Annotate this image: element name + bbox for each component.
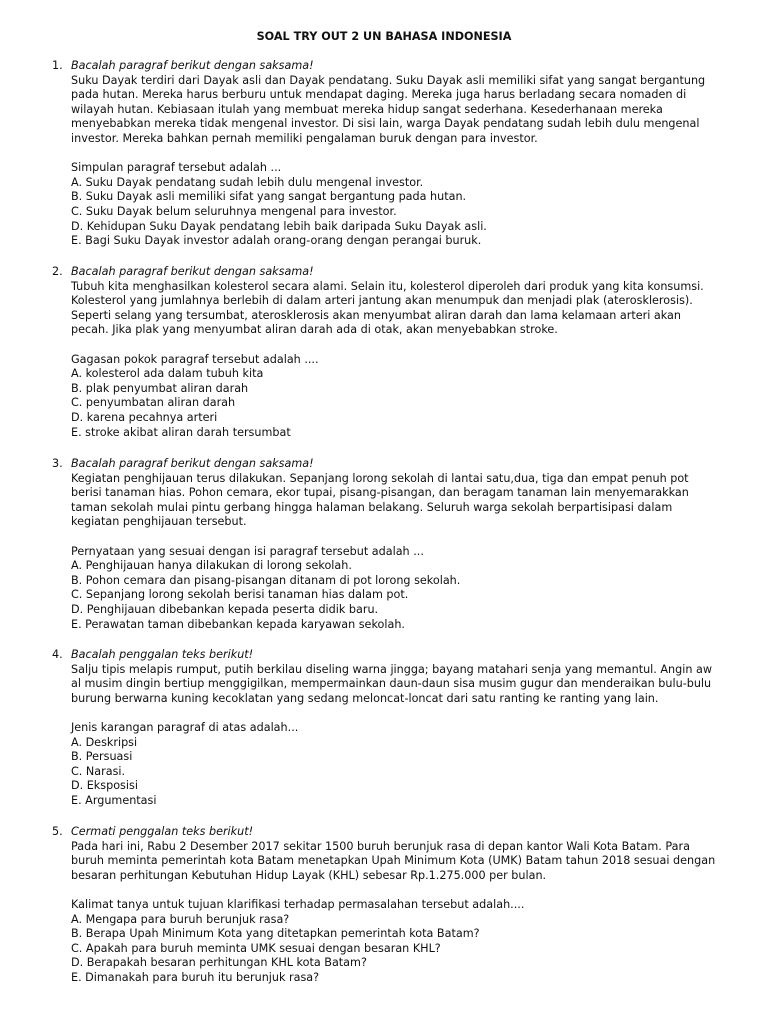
question-instruction: Cermati penggalan teks berikut! [71, 825, 254, 838]
option-c: C. Narasi. [71, 764, 126, 778]
question-body [71, 648, 718, 809]
option-a: A. Deskripsi [71, 735, 138, 749]
question-instruction: Bacalah penggalan teks berikut! [71, 648, 254, 661]
question-number: 1. [52, 59, 63, 72]
question-number: 3. [52, 457, 63, 470]
question-passage: Suku Dayak terdiri dari Dayak asli dan Dayak pendatang. Suku Dayak asli memiliki sifat yang sangat bergantung pada hutan. Mereka harus berburu untuk mendapat daging. Mereka juga harus berladang secara nomaden di wilayah hutan. Kebiasaan itulah yang membuat mereka hidup sangat sederhana. Kesederhanaan mereka menyebabkan mereka tidak mengenal investor. Di sisi lain, warga Dayak pendatang sudah lebih dulu mengenal investor. Mereka bahkan pernah memiliki pengalaman buruk dengan para investor. [71, 73, 706, 145]
question-number: 5. [52, 825, 63, 838]
option-c: C. penyumbatan aliran darah [71, 396, 236, 410]
option-b: B. Suku Dayak asli memiliki sifat yang sangat bergantung pada hutan. [71, 190, 467, 204]
option-d: D. Kehidupan Suku Dayak pendatang lebih baik daripada Suku Dayak asli. [71, 219, 487, 233]
option-d: D. karena pecahnya arteri [71, 410, 218, 424]
page-title: SOAL TRY OUT 2 UN BAHASA INDONESIA [256, 30, 512, 43]
option-d: D. Berapakah besaran perhitungan KHL kota Batam? [71, 956, 367, 970]
option-e: E. Perawatan taman dibebankan kepada karyawan sekolah. [71, 617, 405, 631]
question-number: 2. [52, 265, 63, 278]
question-instruction: Bacalah paragraf berikut dengan saksama! [71, 59, 314, 72]
question-body [71, 825, 718, 986]
option-e: E. Argumentasi [71, 793, 157, 807]
question-prompt: Gagasan pokok paragraf tersebut adalah .... [71, 352, 319, 366]
question-body [71, 265, 718, 440]
option-e: E. Bagi Suku Dayak investor adalah orang-orang dengan perangai buruk. [71, 234, 482, 248]
option-a: A. kolesterol ada dalam tubuh kita [71, 367, 264, 381]
option-c: C. Apakah para buruh meminta UMK sesuai dengan besaran KHL? [71, 941, 441, 955]
option-b: B. plak penyumbat aliran darah [71, 381, 249, 395]
question-passage: Salju tipis melapis rumput, putih berkilau diseling warna jingga; bayang matahari senja yang memantul. Angin aw al musim dingin bertiup menggigilkan, mempermainkan daun-daun sisa musim gugur dan menderaikan bulu-bulu burung berwarna kuning kecoklatan yang sedang meloncat-loncat dari satu ranting ke ranting yang lain. [71, 662, 712, 705]
question-passage: Kegiatan penghijauan terus dilakukan. Sepanjang lorong sekolah di lantai satu,dua, tiga dan empat penuh pot berisi tanaman hias. Pohon cemara, ekor tupai, pisang-pisangan, dan beragam tanaman lain menyemarakkan taman sekolah mulai pintu gerbang hingga halaman belakang. Seluruh warga sekolah berpartisipasi dalam kegiatan penghijauan tersebut. [71, 471, 689, 529]
option-b: B. Persuasi [71, 750, 133, 764]
question-prompt: Simpulan paragraf tersebut adalah ... [71, 161, 282, 175]
option-c: C. Sepanjang lorong sekolah berisi tanaman hias dalam pot. [71, 588, 409, 602]
option-b: B. Pohon cemara dan pisang-pisangan ditanam di pot lorong sekolah. [71, 573, 461, 587]
option-a: A. Penghijauan hanya dilakukan di lorong sekolah. [71, 559, 352, 573]
question-instruction: Bacalah paragraf berikut dengan saksama! [71, 265, 314, 278]
option-a: A. Mengapa para buruh berunjuk rasa? [71, 912, 290, 926]
question-prompt: Jenis karangan paragraf di atas adalah... [71, 720, 299, 734]
option-c: C. Suku Dayak belum seluruhnya mengenal para investor. [71, 204, 397, 218]
question-body [71, 457, 718, 632]
question-prompt: Pernyataan yang sesuai dengan isi paragraf tersebut adalah ... [71, 544, 424, 558]
option-b: B. Berapa Upah Minimum Kota yang ditetapkan pemerintah kota Batam? [71, 927, 480, 941]
option-a: A. Suku Dayak pendatang sudah lebih dulu mengenal investor. [71, 175, 424, 189]
option-d: D. Eksposisi [71, 779, 138, 793]
option-e: E. Dimanakah para buruh itu berunjuk rasa? [71, 970, 320, 984]
question-prompt: Kalimat tanya untuk tujuan klarifikasi terhadap permasalahan tersebut adalah.... [71, 897, 525, 911]
question-instruction: Bacalah paragraf berikut dengan saksama! [71, 457, 314, 470]
option-e: E. stroke akibat aliran darah tersumbat [71, 425, 291, 439]
question-passage: Pada hari ini, Rabu 2 Desember 2017 sekitar 1500 buruh berunjuk rasa di depan kantor Wali Kota Batam. Para buruh meminta pemerintah kota Batam menetapkan Upah Minimum Kota (UMK) Batam tahun 2018 sesuai dengan besaran perhitungan Kebutuhan Hidup Layak (KHL) sebesar Rp.1.275.000 per bulan. [71, 839, 716, 882]
question-body [71, 59, 718, 249]
question-passage: Tubuh kita menghasilkan kolesterol secara alami. Selain itu, kolesterol diperoleh dari produk yang kita konsumsi. Kolesterol yang jumlahnya berlebih di dalam arteri jantung akan menumpuk dan menjadi plak (aterosklerosis). Seperti selang yang tersumbat, aterosklerosis akan menyumbat aliran darah dan lama kelamaan arteri akan pecah. Jika plak yang menyumbat aliran darah ada di otak, akan menyebabkan stroke. [71, 279, 704, 337]
option-d: D. Penghijauan dibebankan kepada peserta didik baru. [71, 602, 379, 616]
question-number: 4. [52, 648, 63, 661]
